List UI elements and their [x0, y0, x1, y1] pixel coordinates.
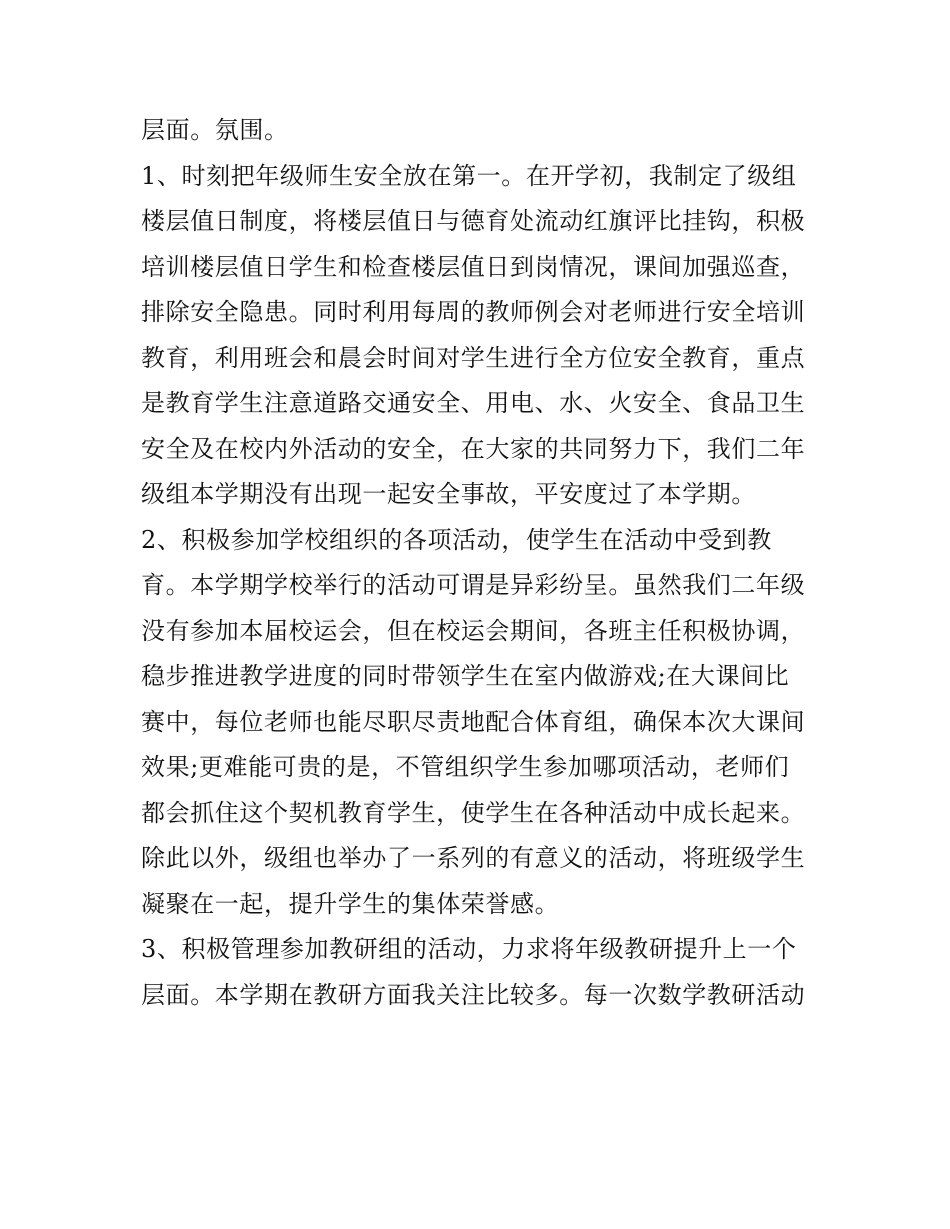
- text-line: 2、积极参加学校组织的各项活动，使学生在活动中受到教: [141, 525, 772, 554]
- text-line: 凝聚在一起，提升学生的集体荣誉感。: [141, 889, 560, 918]
- text-line: 楼层值日制度，将楼层值日与德育处流动红旗评比挂钩，积极: [141, 207, 806, 235]
- body-text: [141, 108, 821, 1018]
- text-line: 3、积极管理参加教研组的活动，力求将年级教研提升上一个: [141, 935, 797, 963]
- text-line: 效果;更难能可贵的是，不管组织学生参加哪项活动，老师们: [141, 753, 790, 781]
- text-line: 除此以外，级组也举办了一系列的有意义的活动，将班级学生: [141, 844, 806, 872]
- text-line: 没有参加本届校运会，但在校运会期间，各班主任积极协调，: [141, 616, 806, 645]
- text-line: 赛中，每位老师也能尽职尽责地配合体育组，确保本次大课间: [141, 707, 806, 736]
- text-line: 级组本学期没有出现一起安全事故，平安度过了本学期。: [141, 480, 756, 508]
- text-line: 1、时刻把年级师生安全放在第一。在开学初，我制定了级组: [141, 161, 797, 190]
- text-line: 是教育学生注意道路交通安全、用电、水、火安全、食品卫生: [141, 389, 806, 417]
- text-line: 育。本学期学校举行的活动可谓是异彩纷呈。虽然我们二年级: [141, 571, 806, 599]
- text-line: 层面。本学期在教研方面我关注比较多。每一次数学教研活动: [141, 980, 806, 1009]
- text-line: 都会抓住这个契机教育学生，使学生在各种活动中成长起来。: [141, 798, 806, 827]
- text-line: 层面。氛围。: [141, 116, 289, 144]
- text-line: 稳步推进教学进度的同时带领学生在室内做游戏;在大课间比: [141, 662, 790, 690]
- text-line: 教育，利用班会和晨会时间对学生进行全方位安全教育，重点: [141, 343, 806, 372]
- text-line: 培训楼层值日学生和检查楼层值日到岗情况，课间加强巡查，: [141, 252, 806, 281]
- text-line: 排除安全隐患。同时利用每周的教师例会对老师进行安全培训: [141, 298, 806, 326]
- text-line: 安全及在校内外活动的安全，在大家的共同努力下，我们二年: [141, 434, 806, 463]
